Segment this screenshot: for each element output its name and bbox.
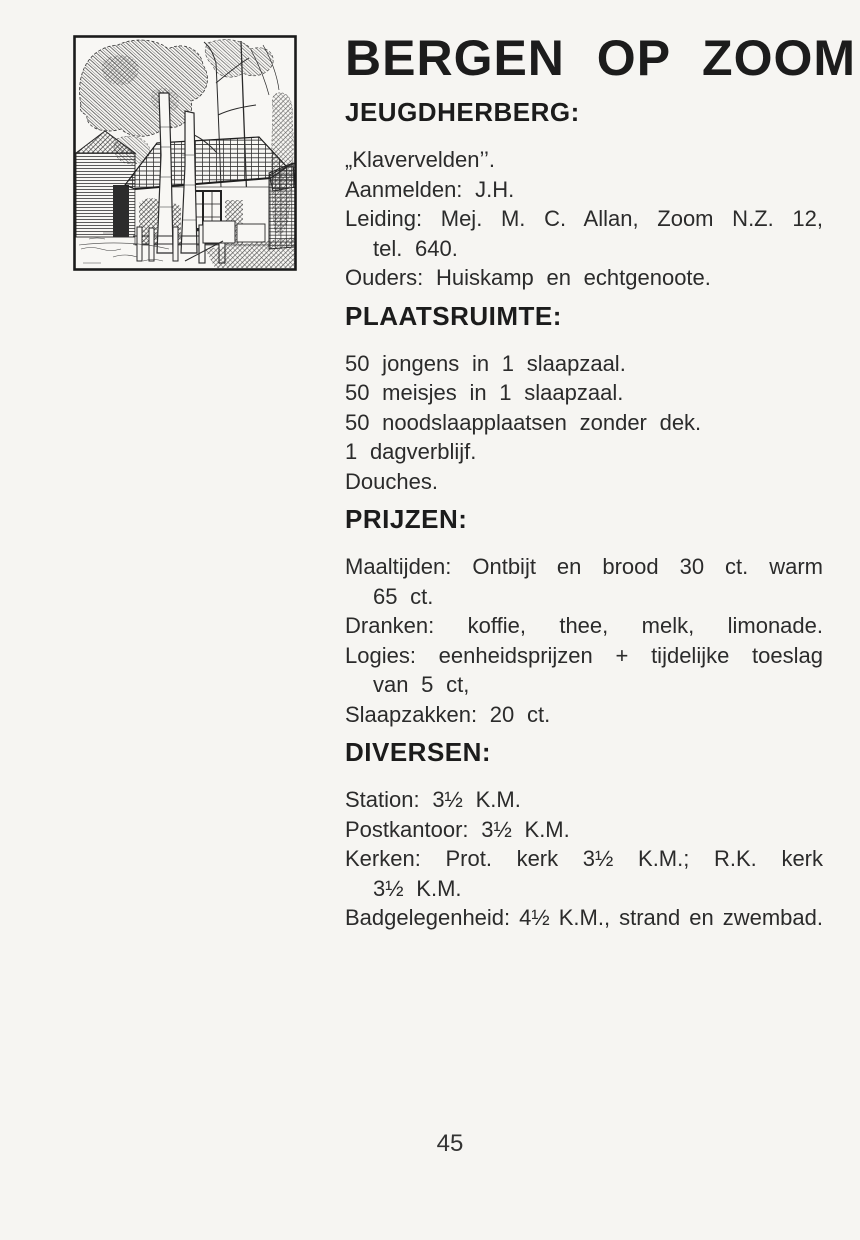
section-jeugdherberg [345, 97, 823, 293]
text-line: Aanmelden: J.H. [345, 176, 515, 202]
text-line: 65 ct. [373, 583, 434, 609]
hostel-illustration [73, 35, 297, 271]
text-line: 3½ K.M. [373, 875, 462, 901]
text-line: 1 dagverblijf. [345, 439, 477, 464]
page-title: BERGEN OP ZOOM [345, 30, 857, 86]
section-prijzen [345, 504, 823, 729]
section-diversen [345, 737, 823, 933]
text-line: Maaltijden: Ontbijt en brood 30 ct. warm [345, 554, 823, 579]
text-line: van 5 ct, [373, 672, 470, 697]
text-line: Kerken: Prot. kerk 3½ K.M.; R.K. kerk [345, 846, 823, 871]
text-line: Logies: eenheidsprijzen + tijdelijke toeslag [345, 642, 823, 668]
text-line: Postkantoor: 3½ K.M. [345, 816, 570, 842]
text-line: 50 meisjes in 1 slaapzaal. [345, 380, 624, 405]
section-heading: PLAATSRUIMTE: [345, 300, 562, 331]
text-line: 50 jongens in 1 slaapzaal. [345, 350, 626, 376]
text-line: tel. 640. [373, 235, 458, 261]
text-line: Badgelegenheid: 4½ K.M., strand en zwembad. [345, 905, 823, 930]
text-line: „Klavervelden’’. [345, 147, 496, 172]
text-line: Douches. [345, 468, 438, 494]
section-heading: PRIJZEN: [345, 504, 468, 534]
text-line: Leiding: Mej. M. C. Allan, Zoom N.Z. 12, [345, 206, 823, 231]
section-heading: DIVERSEN: [345, 737, 492, 767]
section-heading: JEUGDHERBERG: [345, 97, 580, 127]
text-line: Dranken: koffie, thee, melk, limonade. [345, 613, 823, 638]
text-line: Slaapzakken: 20 ct. [345, 701, 551, 727]
text-line: Station: 3½ K.M. [345, 787, 521, 812]
text-line: Ouders: Huiskamp en echtgenoote. [345, 265, 711, 290]
section-plaatsruimte [345, 301, 823, 497]
text-line: 50 noodslaapplaatsen zonder dek. [345, 409, 702, 435]
text-column [345, 0, 857, 933]
page-number: 45 [436, 1130, 464, 1157]
